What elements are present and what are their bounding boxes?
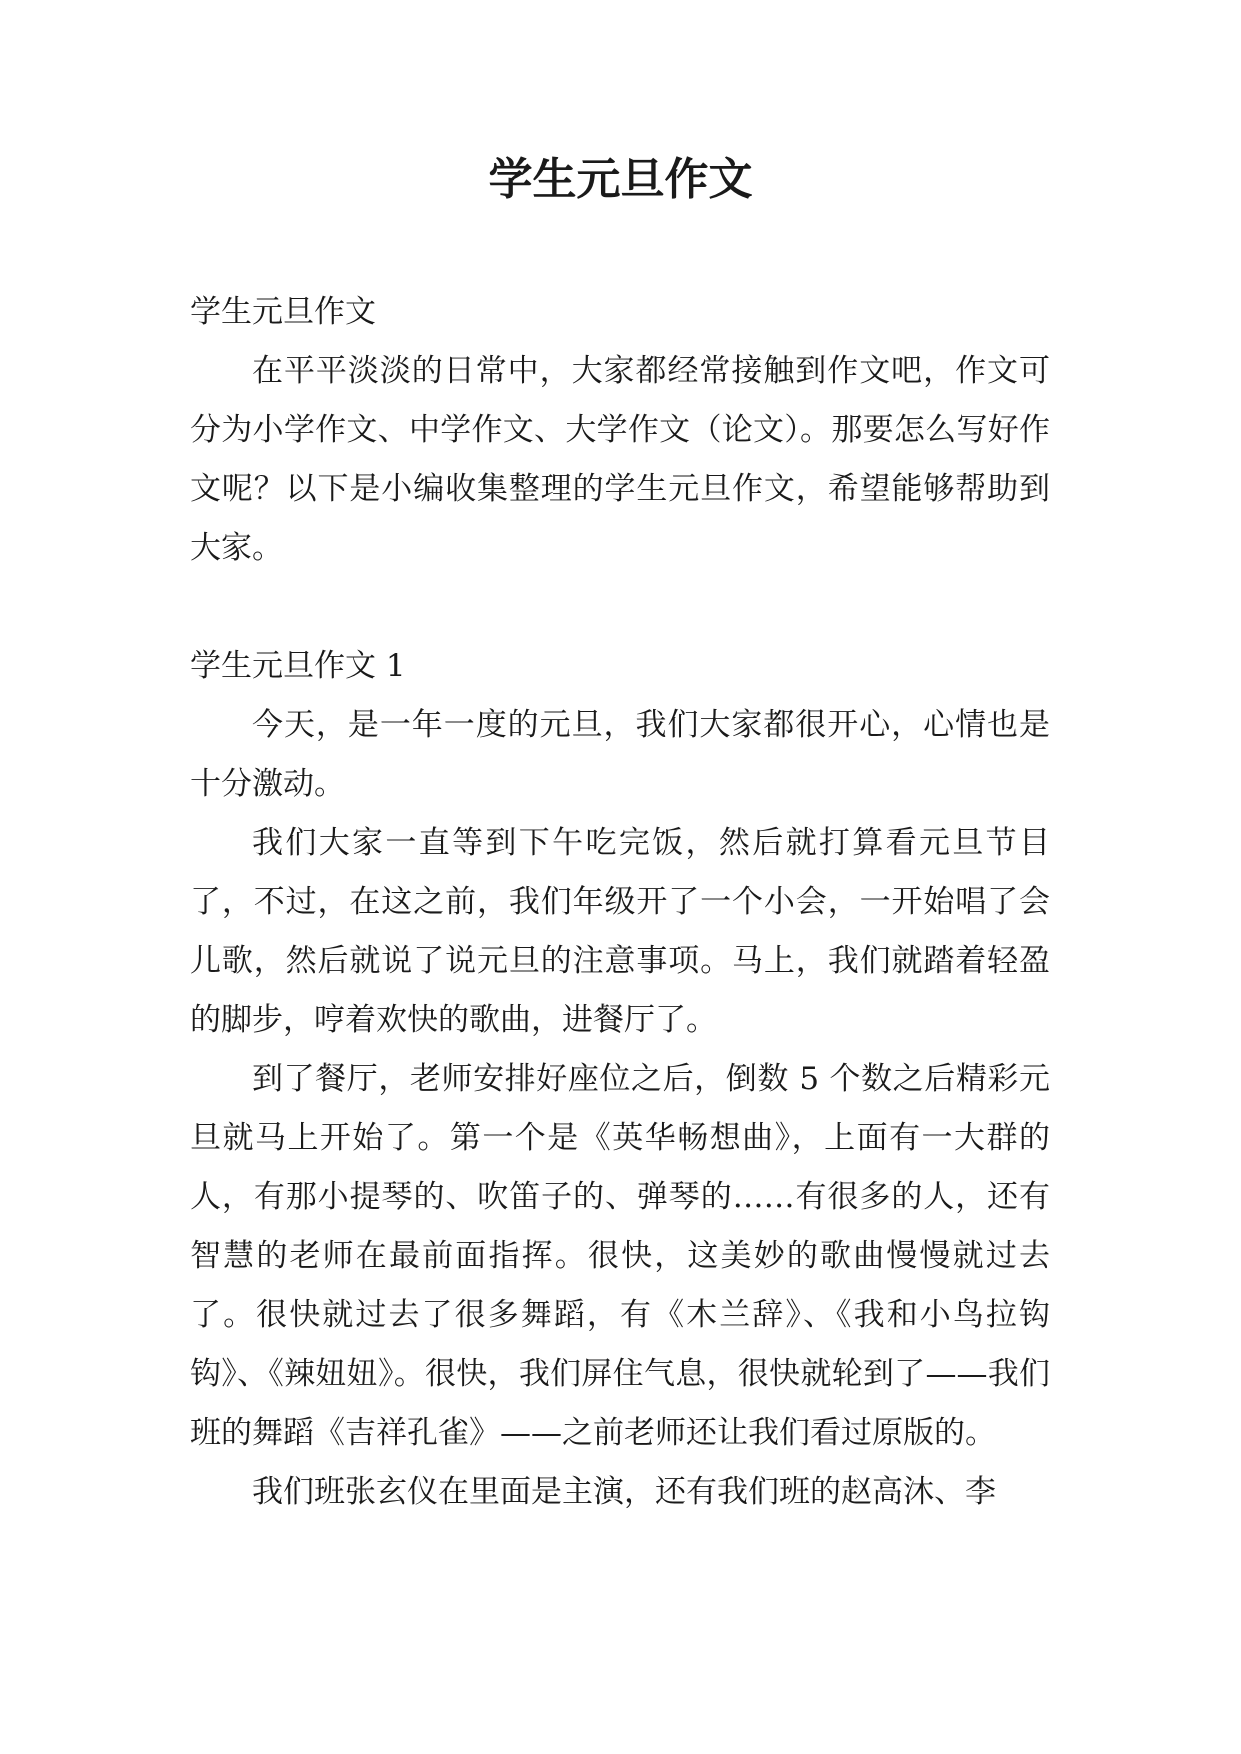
document-body — [190, 283, 1050, 1522]
section-spacer — [190, 578, 1050, 637]
subtitle: 学生元旦作文 — [190, 294, 376, 330]
document-title: 学生元旦作文 — [488, 154, 753, 205]
section-heading: 学生元旦作文 1 — [190, 648, 406, 684]
paragraph: 到了餐厅，老师安排好座位之后，倒数 5 个数之后精彩元旦就马上开始了。第一个是《英华畅想曲》，上面有一大群的人，有那小提琴的、吹笛子的、弹琴的……有很多的人，还有智慧的老师在最前面指挥。很快，这美妙的歌曲慢慢就过去了。很快就过去了很多舞蹈，有《木兰辞》、《我和小鸟拉钩钩》、《辣妞妞》。很快，我们屏住气息，很快就轮到了——我们班的舞蹈《吉祥孔雀》——之前老师还让我们看过原版的。 — [190, 1061, 1050, 1451]
paragraph: 今天，是一年一度的元旦，我们大家都很开心，心情也是十分激动。 — [190, 707, 1050, 802]
paragraph: 我们班张玄仪在里面是主演，还有我们班的赵高沐、李 — [252, 1474, 996, 1510]
paragraph: 我们大家一直等到下午吃完饭，然后就打算看元旦节目了，不过，在这之前，我们年级开了一个小会，一开始唱了会儿歌，然后就说了说元旦的注意事项。马上，我们就踏着轻盈的脚步，哼着欢快的歌曲，进餐厅了。 — [190, 825, 1050, 1038]
intro-paragraph: 在平平淡淡的日常中，大家都经常接触到作文吧，作文可分为小学作文、中学作文、大学作文（论文）。那要怎么写好作文呢？以下是小编收集整理的学生元旦作文，希望能够帮助到大家。 — [190, 353, 1050, 566]
